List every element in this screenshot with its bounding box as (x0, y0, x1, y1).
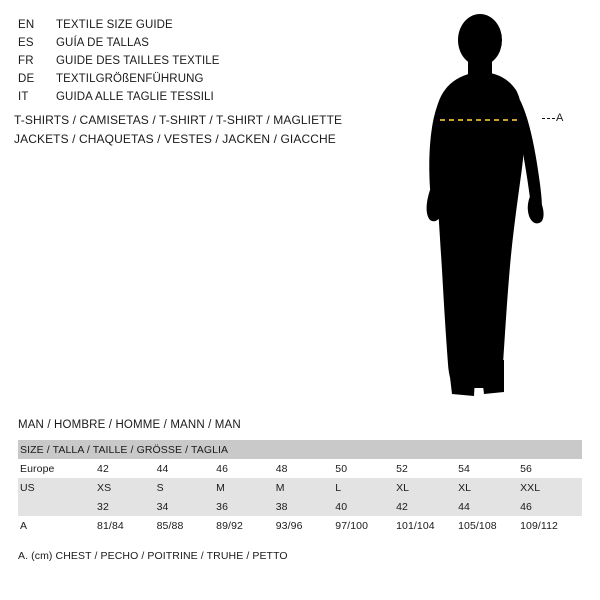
cell: 40 (335, 497, 396, 516)
cell: XL (458, 478, 520, 497)
table-row (18, 516, 582, 535)
cell: 93/96 (276, 516, 336, 535)
cell: 46 (520, 497, 582, 516)
cell: 81/84 (97, 516, 157, 535)
table-header-row (18, 440, 582, 459)
cell: 56 (520, 459, 582, 478)
language-text: GUIDE DES TAILLES TEXTILE (56, 55, 220, 67)
cell: 42 (97, 459, 157, 478)
cell: 44 (157, 459, 217, 478)
language-row (18, 16, 398, 34)
cell: 38 (276, 497, 336, 516)
language-list (18, 16, 398, 106)
cell: 44 (458, 497, 520, 516)
category-tshirts: T-SHIRTS / CAMISETAS / T-SHIRT / T-SHIRT / MAGLIETTE (14, 113, 343, 127)
cell: S (157, 478, 217, 497)
language-code: ES (18, 37, 34, 49)
table-header-label: SIZE / TALLA / TAILLE / GRÖSSE / TAGLIA (18, 440, 582, 459)
cell: 109/112 (520, 516, 582, 535)
language-text: TEXTILE SIZE GUIDE (56, 19, 173, 31)
measure-leader-line (542, 118, 555, 121)
row-label (18, 497, 97, 516)
cell: XS (97, 478, 157, 497)
silhouette-icon (400, 8, 600, 408)
language-code: DE (18, 73, 35, 85)
row-label: A (18, 516, 97, 535)
cell: 50 (335, 459, 396, 478)
cell: 54 (458, 459, 520, 478)
cell: XXL (520, 478, 582, 497)
row-label: Europe (18, 459, 97, 478)
measure-label-a: A (556, 112, 564, 124)
cell: XL (396, 478, 458, 497)
cell: 89/92 (216, 516, 276, 535)
language-text: GUIDA ALLE TAGLIE TESSILI (56, 91, 214, 103)
cell: 97/100 (335, 516, 396, 535)
cell: M (216, 478, 276, 497)
footnote: A. (cm) CHEST / PECHO / POITRINE / TRUHE / PETTO (18, 550, 288, 562)
language-text: GUÍA DE TALLAS (56, 37, 150, 49)
language-text: TEXTILGRÖßENFÜHRUNG (56, 73, 204, 85)
table-row (18, 478, 582, 497)
cell: 32 (97, 497, 157, 516)
cell: 48 (276, 459, 336, 478)
cell: 85/88 (157, 516, 217, 535)
language-code: IT (18, 91, 29, 103)
table-group-title: MAN / HOMBRE / HOMME / MANN / MAN (18, 419, 241, 431)
cell: 105/108 (458, 516, 520, 535)
cell: 46 (216, 459, 276, 478)
language-code: EN (18, 19, 35, 31)
cell: M (276, 478, 336, 497)
language-row (18, 34, 398, 52)
body-silhouette-figure (400, 8, 600, 408)
language-row (18, 70, 398, 88)
language-code: FR (18, 55, 34, 67)
table-row (18, 459, 582, 478)
category-jackets: JACKETS / CHAQUETAS / VESTES / JACKEN / GIACCHE (14, 132, 336, 146)
language-row (18, 88, 398, 106)
cell: 101/104 (396, 516, 458, 535)
cell: 52 (396, 459, 458, 478)
table-row (18, 497, 582, 516)
row-label: US (18, 478, 97, 497)
category-list (14, 111, 414, 149)
cell: L (335, 478, 396, 497)
language-row (18, 52, 398, 70)
cell: 36 (216, 497, 276, 516)
size-table (18, 440, 582, 535)
cell: 42 (396, 497, 458, 516)
cell: 34 (157, 497, 217, 516)
